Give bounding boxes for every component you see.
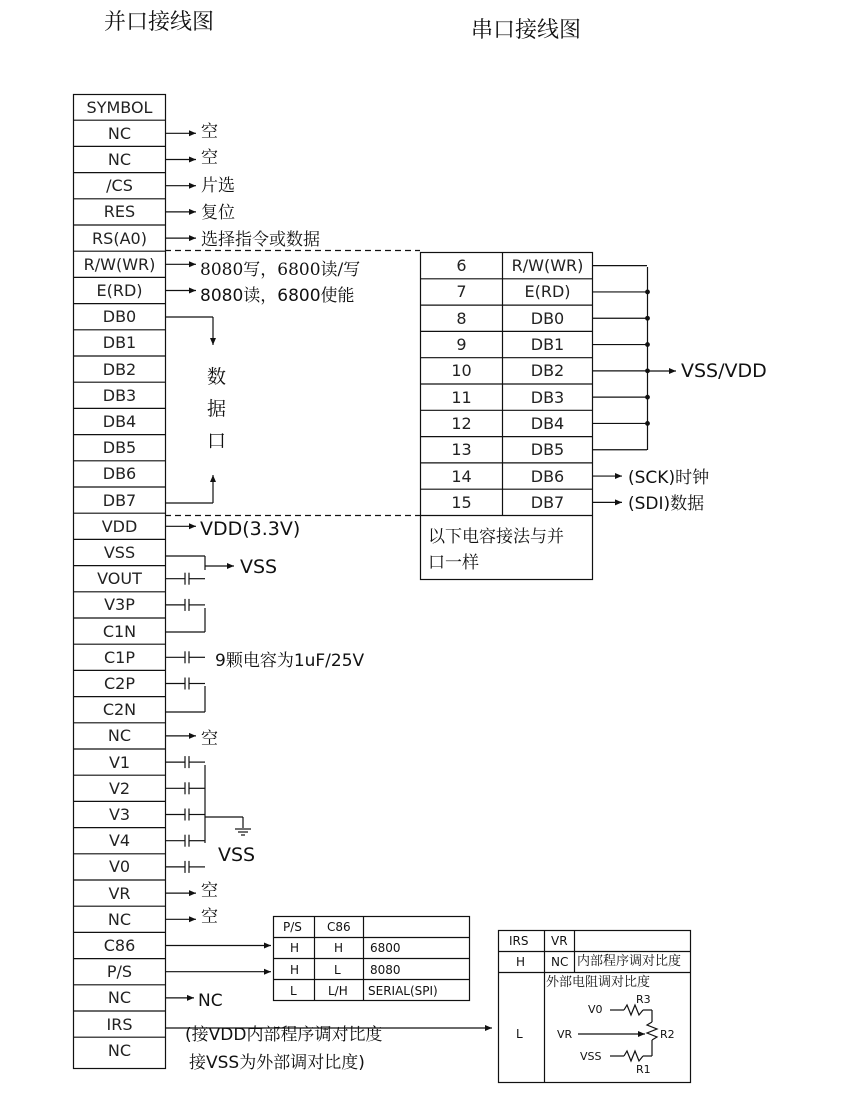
pin-cell: VOUT [97,569,142,589]
cs-note: 片选 [201,176,235,196]
mode-cell: L [334,963,341,977]
vss-vdd-label: VSS/VDD [681,360,767,382]
pin-cell: V0 [108,857,131,877]
pin-cell: V3 [108,804,131,824]
rw-note: 8080写，6800读/写 [200,260,361,280]
nc2-note: 空 [201,148,218,168]
v0-label: V0 [588,1003,603,1016]
ext-contrast-title: 外部电阻调对比度 [546,975,651,990]
pin-cell: V1 [108,752,131,772]
serial-pin-number: 13 [451,440,472,460]
serial-pin-name: DB7 [530,492,565,512]
data-port-char-3: 口 [207,430,227,452]
irs-note-line2: 接VSS为外部调对比度) [189,1053,365,1073]
pin-cell: RS(A0) [92,228,147,248]
serial-note-line2: 口一样 [428,553,479,573]
junction-dot [646,343,650,347]
serial-pin-name: DB5 [530,440,565,460]
pin-cell: P/S [106,962,133,982]
pin-cell: NC [107,123,132,143]
serial-pin-number: 9 [456,335,467,355]
irs-cell: NC [551,955,569,969]
irs-header-vr: VR [551,934,568,948]
junction-dot [646,290,650,294]
junction-dot [646,316,650,320]
serial-pin-name: DB0 [530,308,565,328]
vr-label: VR [557,1028,573,1041]
serial-pin-name: DB3 [530,387,565,407]
serial-pin-number: 7 [456,282,467,302]
pin-cell: DB3 [102,385,137,405]
mode-header-c86: C86 [327,920,351,934]
junction-dot [646,395,650,399]
pin-cell: DB7 [102,490,137,510]
pin-cell: VR [108,883,131,903]
pin-cell: /CS [106,176,133,196]
pin-cell: VDD [101,516,138,536]
nc5-note: NC [198,991,223,1011]
irs-cell: H [516,955,526,969]
vss-label: VSS [580,1050,602,1063]
pin-cell: DB4 [102,411,137,431]
junction-dot [646,422,650,426]
serial-pin-name: DB2 [530,361,565,381]
mode-cell: SERIAL(SPI) [368,984,438,998]
serial-pin-number: 10 [451,361,472,381]
mode-header-ps: P/S [283,920,302,934]
nc1-note: 空 [201,122,218,142]
vss-note: VSS [240,556,278,578]
caps-note: 9颗电容为1uF/25V [215,651,365,671]
pin-cell: C2P [104,673,135,693]
mode-cell: H [334,941,344,955]
irs-cell: 内部程序调对比度 [577,954,682,969]
sck-label: (SCK)时钟 [628,468,710,488]
pin-cell: R/W(WR) [83,254,156,274]
serial-pin-name: DB4 [530,413,565,433]
serial-pin-number: 15 [451,492,472,512]
irs-note-line1: (接VDD内部程序调对比度 [185,1025,383,1045]
pin-cell: DB2 [102,359,137,379]
serial-pin-name: R/W(WR) [511,256,584,276]
pin-cell: V4 [108,831,131,851]
pin-cell: DB0 [102,307,137,327]
data-port-char-2: 据 [207,398,227,420]
serial-pin-name: DB1 [530,335,565,355]
mode-cell: H [290,941,300,955]
serial-pin-name: E(RD) [524,282,571,302]
irs-header-irs: IRS [509,934,529,948]
pin-cell: C1N [102,621,137,641]
serial-note-line1: 以下电容接法与并 [428,527,564,547]
mode-cell: H [290,963,300,977]
pin-cell: E(RD) [96,280,143,300]
serial-pin-name: DB6 [530,466,565,486]
r1-label: R1 [636,1063,651,1076]
pin-cell: VSS [103,542,136,562]
rs-note: 选择指令或数据 [201,230,320,250]
pin-cell: NC [107,988,132,1008]
irs-cell-l: L [516,1027,523,1041]
mode-cell: L/H [328,984,348,998]
mode-cell: 6800 [370,941,401,955]
pin-cell: NC [107,726,132,746]
pin-cell: DB6 [102,464,137,484]
res-note: 复位 [201,203,235,223]
pin-cell: DB5 [102,438,137,458]
mode-cell: L [290,984,297,998]
r2-label: R2 [660,1028,675,1041]
vgroup-vss-note: VSS [218,844,256,866]
serial-pin-number: 12 [451,413,472,433]
nc4-note: 空 [201,907,218,927]
pin-cell: DB1 [102,333,137,353]
nc3-note: 空 [201,729,218,749]
pin-cell: C2N [102,700,137,720]
vr-note: 空 [201,881,218,901]
pin-cell: NC [107,149,132,169]
pin-cell: V3P [104,595,135,615]
pin-table-header: SYMBOL [86,97,153,117]
serial-title: 串口接线图 [471,18,582,43]
serial-pin-number: 14 [451,466,472,486]
parallel-title: 并口接线图 [104,10,215,35]
r3-label: R3 [636,993,651,1006]
sdi-label: (SDI)数据 [628,494,705,514]
pin-cell: RES [103,202,136,222]
data-port-char-1: 数 [207,366,227,388]
pin-cell: NC [107,1040,132,1060]
pin-cell: C86 [103,935,136,955]
pin-cell: V2 [108,778,131,798]
serial-pin-number: 8 [456,308,467,328]
e-note: 8080读，6800使能 [200,286,355,306]
pin-cell: C1P [104,647,135,667]
pin-cell: IRS [106,1014,133,1034]
serial-pin-number: 11 [451,387,472,407]
serial-pin-number: 6 [456,256,467,276]
vdd-note: VDD(3.3V) [200,518,301,540]
pin-cell: NC [107,909,132,929]
mode-cell: 8080 [370,963,401,977]
